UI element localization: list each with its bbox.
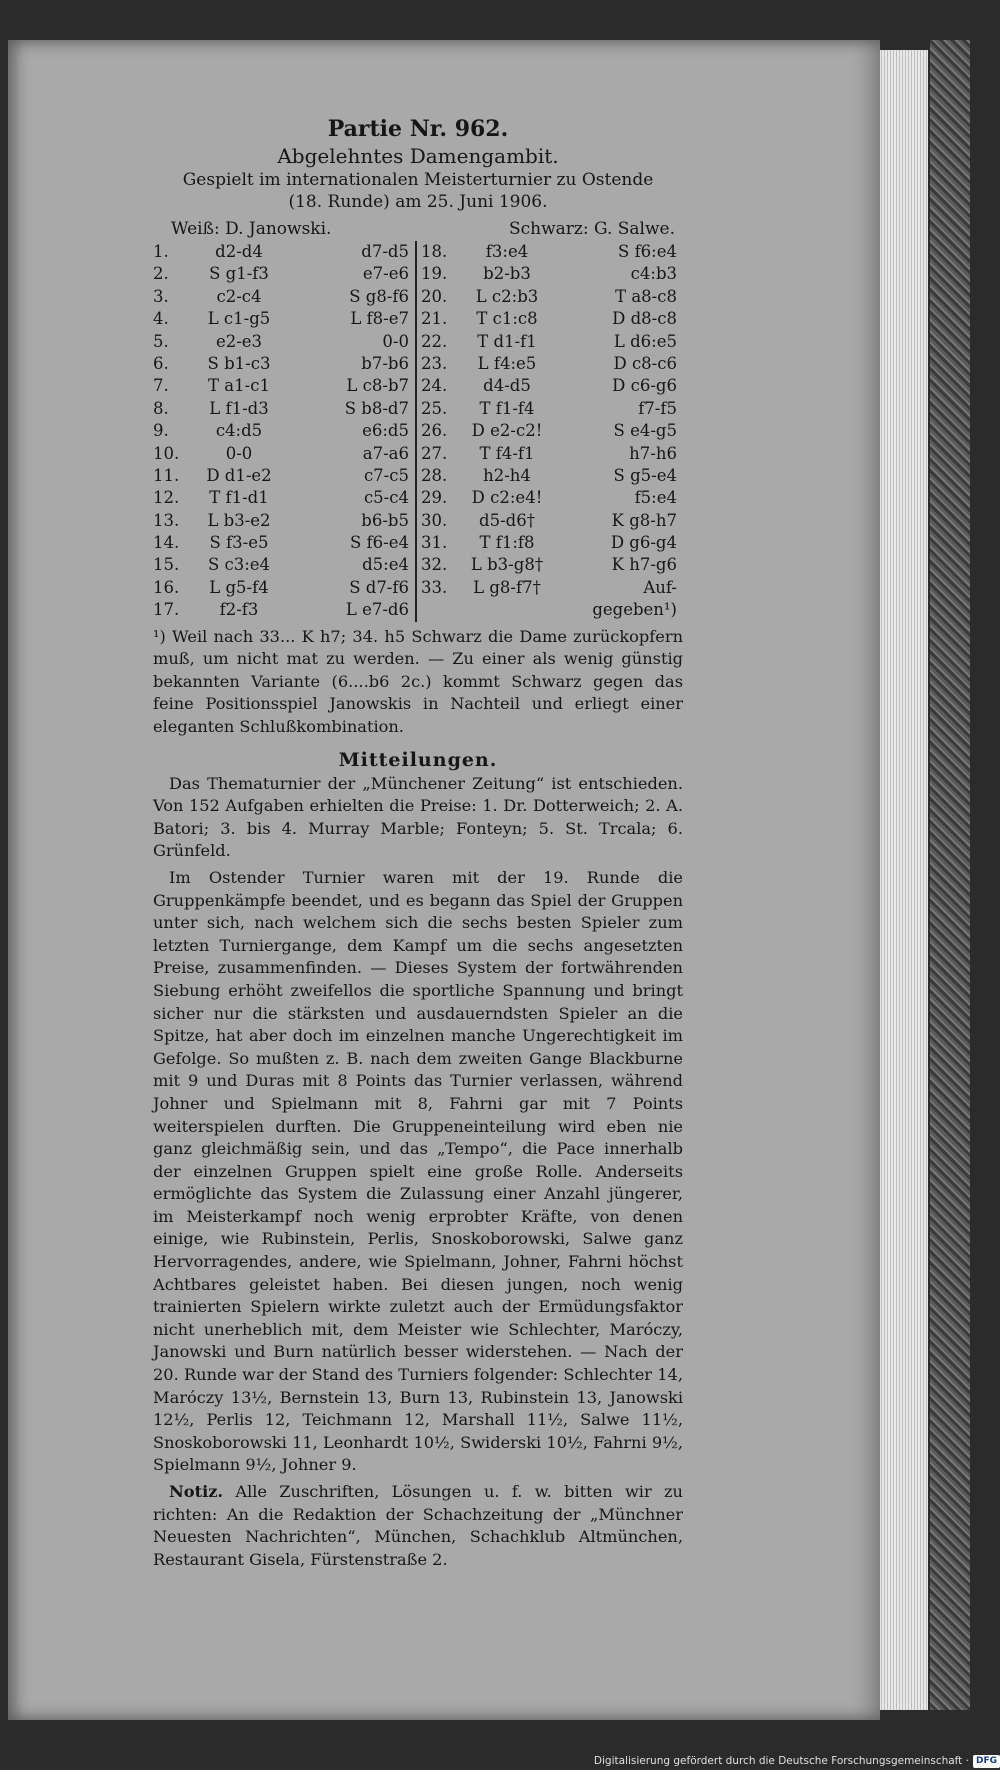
- black-move: L f8-e7: [350, 309, 409, 329]
- black-move: D c6-g6: [612, 376, 677, 396]
- move-row: [421, 465, 683, 487]
- white-move: 0-0: [225, 443, 253, 463]
- black-move: D d8-c8: [612, 309, 677, 329]
- move-number: 20.: [421, 286, 448, 306]
- move-number: 14.: [153, 533, 180, 553]
- black-move: f7-f5: [638, 398, 677, 418]
- move-row: [421, 443, 683, 465]
- move-row: [153, 554, 415, 576]
- move-row: [421, 487, 683, 509]
- move-number: 5.: [153, 331, 169, 351]
- move-row: [153, 331, 415, 353]
- white-move: d2-d4: [215, 242, 263, 261]
- move-row: [421, 554, 683, 576]
- black-move: T a8-c8: [615, 286, 677, 306]
- move-row: [421, 510, 683, 532]
- notiz-label: Notiz.: [169, 1482, 224, 1502]
- white-move: T c1:c8: [476, 309, 538, 329]
- black-move: S b8-d7: [344, 398, 409, 418]
- book-cover-edge: [930, 40, 970, 1710]
- white-move: T d1-f1: [477, 331, 537, 351]
- black-move: Auf-: [643, 577, 677, 597]
- move-row: [421, 263, 683, 285]
- moves-table: [153, 241, 683, 622]
- move-row: [153, 465, 415, 487]
- black-move: K h7-g6: [611, 555, 677, 575]
- black-move: b7-b6: [361, 353, 409, 373]
- footnote: ¹) Weil nach 33... K h7; 34. h5 Schwarz die Dame zurückopfern muß, um nicht mat zu werden. — Zu einer als wenig günstig bekannten Variante (6....b6 2c.) kommt Schwarz gegen das feine Positionsspiel Janowskis in Nachteil und erliegt einer eleganten Schlußkombination.: [153, 626, 683, 737]
- black-move: h7-h6: [629, 443, 677, 463]
- move-number: 4.: [153, 309, 169, 329]
- move-row: [153, 308, 415, 330]
- white-move: [451, 599, 563, 621]
- white-move: d4-d5: [483, 376, 531, 396]
- white-move: f3:e4: [485, 242, 529, 261]
- move-row: [153, 398, 415, 420]
- move-row: [421, 532, 683, 554]
- move-row: [421, 599, 683, 621]
- black-move: d5:e4: [362, 555, 409, 575]
- white-move: f2-f3: [219, 600, 259, 620]
- move-row: [421, 398, 683, 420]
- move-row: [153, 286, 415, 308]
- white-move: D e2-c2!: [471, 421, 543, 441]
- move-row: [153, 532, 415, 554]
- move-number: 11.: [153, 465, 180, 485]
- white-move: L g5-f4: [209, 577, 269, 597]
- move-number: 21.: [421, 309, 448, 329]
- move-number: 1.: [153, 242, 169, 261]
- black-move: b6-b5: [361, 510, 409, 530]
- move-number: 10.: [153, 443, 180, 463]
- move-number: 16.: [153, 577, 180, 597]
- book-page: [8, 40, 880, 1720]
- move-row: [153, 510, 415, 532]
- white-move: L b3-e2: [207, 510, 271, 530]
- white-player: Weiß: D. Janowski.: [171, 219, 332, 239]
- notiz-paragraph: [153, 1481, 683, 1571]
- white-move: L f1-d3: [209, 398, 269, 418]
- move-number: 28.: [421, 465, 448, 485]
- black-move: L e7-d6: [345, 600, 409, 620]
- move-number: 22.: [421, 331, 448, 351]
- notiz-text: Alle Zuschriften, Lösungen u. f. w. bitten wir zu richten: An die Redaktion der Schachzeitung der „Münchner Neuesten Nachrichten“, München, Schachklub Altmünchen, Restaurant Gisela, Fürstenstraße 2.: [153, 1482, 683, 1569]
- white-move: S b1-c3: [207, 353, 271, 373]
- black-move: S f6-e4: [350, 533, 409, 553]
- black-move: S d7-f6: [349, 577, 409, 597]
- move-row: [153, 420, 415, 442]
- white-move: T f4-f1: [479, 443, 535, 463]
- white-move: D d1-e2: [206, 465, 272, 485]
- white-move: d5-d6†: [479, 510, 535, 530]
- move-row: [153, 263, 415, 285]
- move-number: 26.: [421, 421, 448, 441]
- moves-column-left: [153, 241, 415, 622]
- black-move: f5:e4: [634, 488, 677, 508]
- black-move: a7-a6: [362, 443, 409, 463]
- white-move: L c2:b3: [475, 286, 539, 306]
- black-move: c7-c5: [363, 465, 409, 485]
- white-move: c4:d5: [215, 421, 263, 441]
- black-move: gegeben¹): [592, 600, 677, 620]
- white-move: T f1-d1: [209, 488, 269, 508]
- black-move: d7-d5: [361, 242, 409, 261]
- white-move: T f1-f4: [479, 398, 535, 418]
- black-move: K g8-h7: [611, 510, 677, 530]
- move-number: 19.: [421, 264, 448, 284]
- move-number: 15.: [153, 555, 180, 575]
- white-move: L b3-g8†: [470, 555, 544, 575]
- move-number: 13.: [153, 510, 180, 530]
- black-move: S f6:e4: [618, 242, 677, 261]
- white-move: L f4:e5: [477, 353, 537, 373]
- move-row: [153, 599, 415, 621]
- black-move: S g5-e4: [613, 465, 677, 485]
- black-move: 0-0: [382, 331, 409, 351]
- players-row: [153, 219, 683, 239]
- move-row: [421, 353, 683, 375]
- paragraph-thematurnier: Das Thematurnier der „Münchener Zeitung“ ist entschieden. Von 152 Aufgaben erhielten die Preise: 1. Dr. Dotterweich; 2. A. Batori; 3. bis 4. Murray Marble; Fonteyn; 5. St. Trcala; 6. Grünfeld.: [153, 773, 683, 861]
- move-row: [421, 308, 683, 330]
- move-number: 31.: [421, 533, 448, 553]
- move-number: 8.: [153, 398, 169, 418]
- section-title: Mitteilungen.: [338, 748, 498, 771]
- move-number: 7.: [153, 376, 169, 396]
- game-title: Partie Nr. 962.: [327, 116, 509, 142]
- move-number: 3.: [153, 286, 169, 306]
- white-move: T f1:f8: [479, 533, 535, 553]
- event-line-2: (18. Runde) am 25. Juni 1906.: [288, 192, 548, 212]
- move-number: 29.: [421, 488, 448, 508]
- move-row: [153, 577, 415, 599]
- black-move: D c8-c6: [613, 353, 677, 373]
- move-number: 18.: [421, 242, 448, 261]
- move-number: 2.: [153, 264, 169, 284]
- move-number: 24.: [421, 376, 448, 396]
- black-move: D g6-g4: [610, 533, 677, 553]
- white-move: c2-c4: [216, 286, 262, 306]
- black-move: L d6:e5: [613, 331, 677, 351]
- dfg-logo-icon: DFG: [973, 1755, 1000, 1768]
- black-move: L c8-b7: [346, 376, 409, 396]
- move-row: [421, 375, 683, 397]
- event-line-1: Gespielt im internationalen Meisterturnier zu Ostende: [182, 170, 654, 190]
- paragraph-ostende: Im Ostender Turnier waren mit der 19. Runde die Gruppenkämpfe beendet, und es begann das Spiel der Gruppen unter sich, nach welchem sich die sechs besten Spieler zum letzten Turniergange, dem Kampf um die sechs angesetzten Preise, zusammenfinden. — Dieses System der fortwährenden Siebung erhöht zweifellos die sportliche Spannung und bringt sicher nur die stärksten und ausdauerndsten Spieler an die Spitze, hat aber doch im einzelnen manche Ungerechtigkeit im Gefolge. So mußten z. B. nach dem zweiten Gange Blackburne mit 9 und Duras mit 8 Points das Turnier verlassen, während Johner und Spielmann mit 8, Fahrni gar mit 7 Points weiterspielen durften. Die Gruppeneinteilung wird eben nie ganz gleichmäßig sein, und das „Tempo“, die Pace innerhalb der einzelnen Gruppen spielt eine große Rolle. Anderseits ermöglichte das System die Zulassung einer Anzahl jüngerer, im Meisterkampf noch wenig erprobter Kräfte, von denen einige, wie Rubinstein, Perlis, Snoskoborowski, Salwe ganz Hervorragendes, andere, wie Spielmann, Johner, Fahrni höchst Achtbares geleistet haben. Bei diesen jungen, noch wenig trainierten Spielern wirkte zuletzt auch der Ermüdungsfaktor nicht unerheblich mit, dem Meister wie Schlechter, Maróczy, Janowski und Burn natürlich besser widerstehen. — Nach der 20. Runde war der Stand des Turniers folgender: Schlechter 14, Maróczy 13½, Bernstein 13, Burn 13, Rubinstein 13, Janowski 12½, Perlis 12, Teichmann 12, Marshall 11½, Salwe 11½, Snoskoborowski 11, Leonhardt 10½, Swiderski 10½, Fahrni 9½, Spielmann 9½, Johner 9.: [153, 867, 683, 1475]
- move-row: [153, 487, 415, 509]
- moves-column-right: [415, 241, 683, 622]
- move-number: 33.: [421, 577, 448, 597]
- move-number: 25.: [421, 398, 448, 418]
- white-move: T a1-c1: [208, 376, 270, 396]
- white-move: L g8-f7†: [473, 577, 541, 597]
- black-move: c4:b3: [630, 264, 677, 284]
- move-number: 32.: [421, 555, 448, 575]
- move-number: 12.: [153, 488, 180, 508]
- opening-name: Abgelehntes Damengambit.: [277, 144, 559, 168]
- move-row: [153, 353, 415, 375]
- move-row: [421, 331, 683, 353]
- move-row: [153, 241, 415, 263]
- white-move: b2-b3: [483, 264, 531, 284]
- move-number: 27.: [421, 443, 448, 463]
- move-row: [421, 286, 683, 308]
- white-move: S c3:e4: [207, 555, 271, 575]
- move-row: [421, 241, 683, 263]
- move-row: [421, 577, 683, 599]
- text-column: [153, 115, 683, 1571]
- move-number: [421, 599, 451, 621]
- move-number: 30.: [421, 510, 448, 530]
- black-move: e6:d5: [362, 421, 409, 441]
- move-number: 23.: [421, 353, 448, 373]
- black-move: S g8-f6: [349, 286, 409, 306]
- white-move: S g1-f3: [209, 264, 269, 284]
- white-move: L c1-g5: [207, 309, 271, 329]
- white-move: e2-e3: [215, 331, 263, 351]
- move-row: [153, 375, 415, 397]
- black-move: S e4-g5: [613, 421, 677, 441]
- black-player: Schwarz: G. Salwe.: [508, 219, 675, 239]
- black-move: c5-c4: [363, 488, 409, 508]
- white-move: S f3-e5: [209, 533, 269, 553]
- move-number: 9.: [153, 421, 169, 441]
- black-move: e7-e6: [362, 264, 409, 284]
- move-number: 17.: [153, 600, 180, 620]
- move-row: [421, 420, 683, 442]
- white-move: D c2:e4!: [471, 488, 543, 508]
- footer-text: Digitalisierung gefördert durch die Deutsche Forschungsgemeinschaft ·: [593, 1755, 969, 1767]
- white-move: h2-h4: [483, 465, 531, 485]
- move-number: 6.: [153, 353, 169, 373]
- move-row: [153, 443, 415, 465]
- digitization-footer: [560, 1752, 1000, 1770]
